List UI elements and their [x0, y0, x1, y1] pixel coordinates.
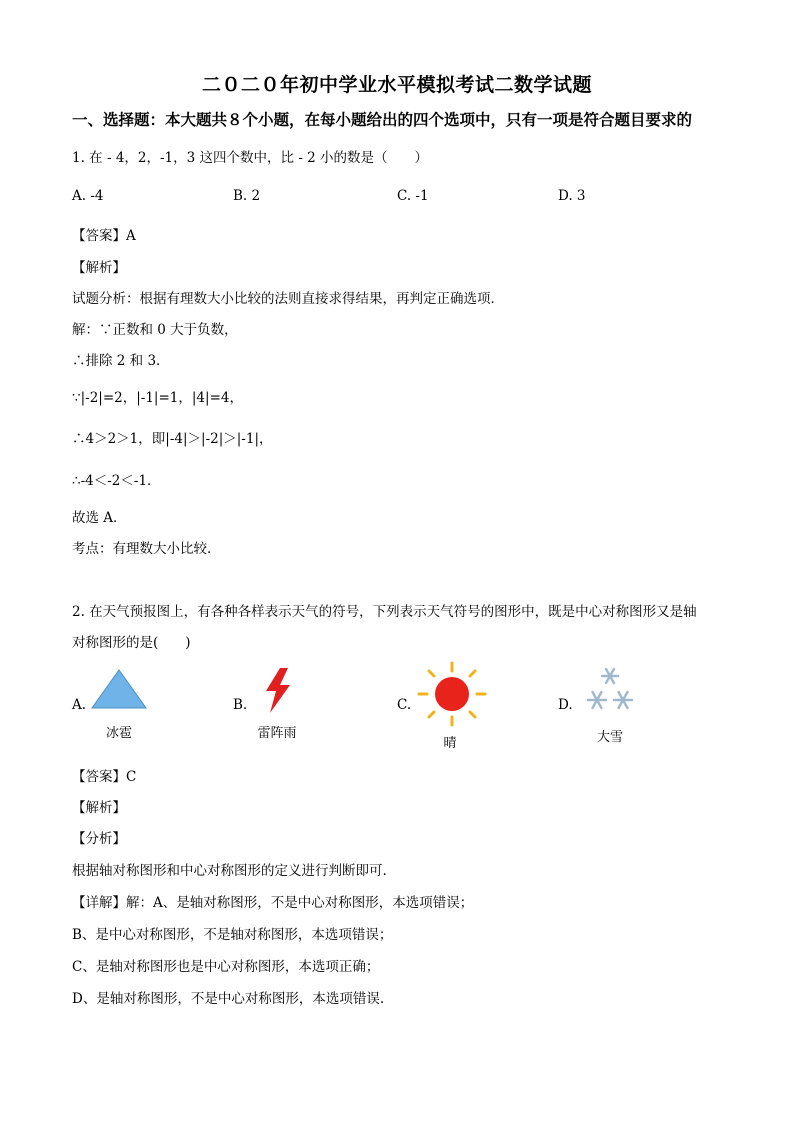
q2-option-c-letter: C.	[397, 697, 412, 713]
q2-stem-line2: 对称图形的是( )	[72, 635, 191, 651]
q1-analysis-line: ∴排除 2 和 3．	[72, 353, 170, 369]
q2-detail-line: C、是轴对称图形也是中心对称图形，本选项正确；	[72, 959, 380, 975]
q1-analysis-tag: 【解析】	[72, 260, 126, 276]
q1-stem: 1. 在 - 4，2，-1，3 这四个数中，比 - 2 小的数是（ ）	[72, 150, 429, 166]
q1-option-a: A. -4	[72, 188, 104, 204]
q1-analysis-line: 解：∵正数和 0 大于负数，	[72, 322, 238, 338]
q1-analysis-line: 试题分析：根据有理数大小比较的法则直接求得结果，再判定正确选项．	[72, 291, 504, 307]
q2-stem-line1: 2. 在天气预报图上，有各种各样表示天气的符号，下列表示天气符号的图形中，既是中心对称图形又是轴	[72, 604, 697, 620]
q1-option-b: B. 2	[233, 188, 261, 204]
triangle-icon	[90, 668, 148, 710]
q2-option-c-caption: 晴	[443, 736, 457, 751]
snowflakes-icon	[582, 664, 638, 716]
q2-fenxi-text: 根据轴对称图形和中心对称图形的定义进行判断即可.	[72, 863, 387, 879]
q1-analysis-line: ∴-4＜-2＜-1．	[72, 473, 161, 489]
q2-option-a-letter: A.	[72, 697, 87, 713]
q1-answer: 【答案】A	[72, 228, 136, 244]
q2-option-b-letter: B.	[233, 697, 248, 713]
q2-detail-line: 【详解】解：A、是轴对称图形，不是中心对称图形，本选项错误；	[72, 895, 474, 911]
q2-detail-line: B、是中心对称图形，不是轴对称图形，本选项错误；	[72, 927, 393, 943]
q2-fenxi-tag: 【分析】	[72, 831, 126, 847]
q2-detail-line: D、是轴对称图形，不是中心对称图形，本选项错误.	[72, 991, 385, 1007]
q2-option-b-caption: 雷阵雨	[257, 726, 297, 741]
q2-answer: 【答案】C	[72, 769, 137, 785]
sun-icon	[416, 660, 488, 728]
q1-analysis-line: 故选 A．	[72, 510, 127, 526]
q1-analysis-line: ∵|-2|=2，|-1|=1，|4|=4，	[72, 390, 243, 406]
q2-analysis-tag: 【解析】	[72, 800, 126, 816]
q1-option-c: C. -1	[397, 188, 429, 204]
lightning-icon	[262, 667, 294, 715]
section-heading: 一、选择题：本大题共８个小题，在每小题给出的四个选项中，只有一项是符合题目要求的	[72, 110, 693, 129]
q1-analysis-line: ∴4＞2＞1，即|-4|＞|-2|＞|-1|，	[72, 431, 273, 447]
q2-option-d-caption: 大雪	[596, 730, 623, 745]
page-title: 二０二０年初中学业水平模拟考试二数学试题	[201, 74, 592, 96]
q1-analysis-line: 考点：有理数大小比较．	[72, 541, 221, 557]
q2-option-a-caption: 冰雹	[105, 726, 132, 741]
q1-option-d: D. 3	[558, 188, 586, 204]
q2-option-d-letter: D.	[558, 697, 573, 713]
